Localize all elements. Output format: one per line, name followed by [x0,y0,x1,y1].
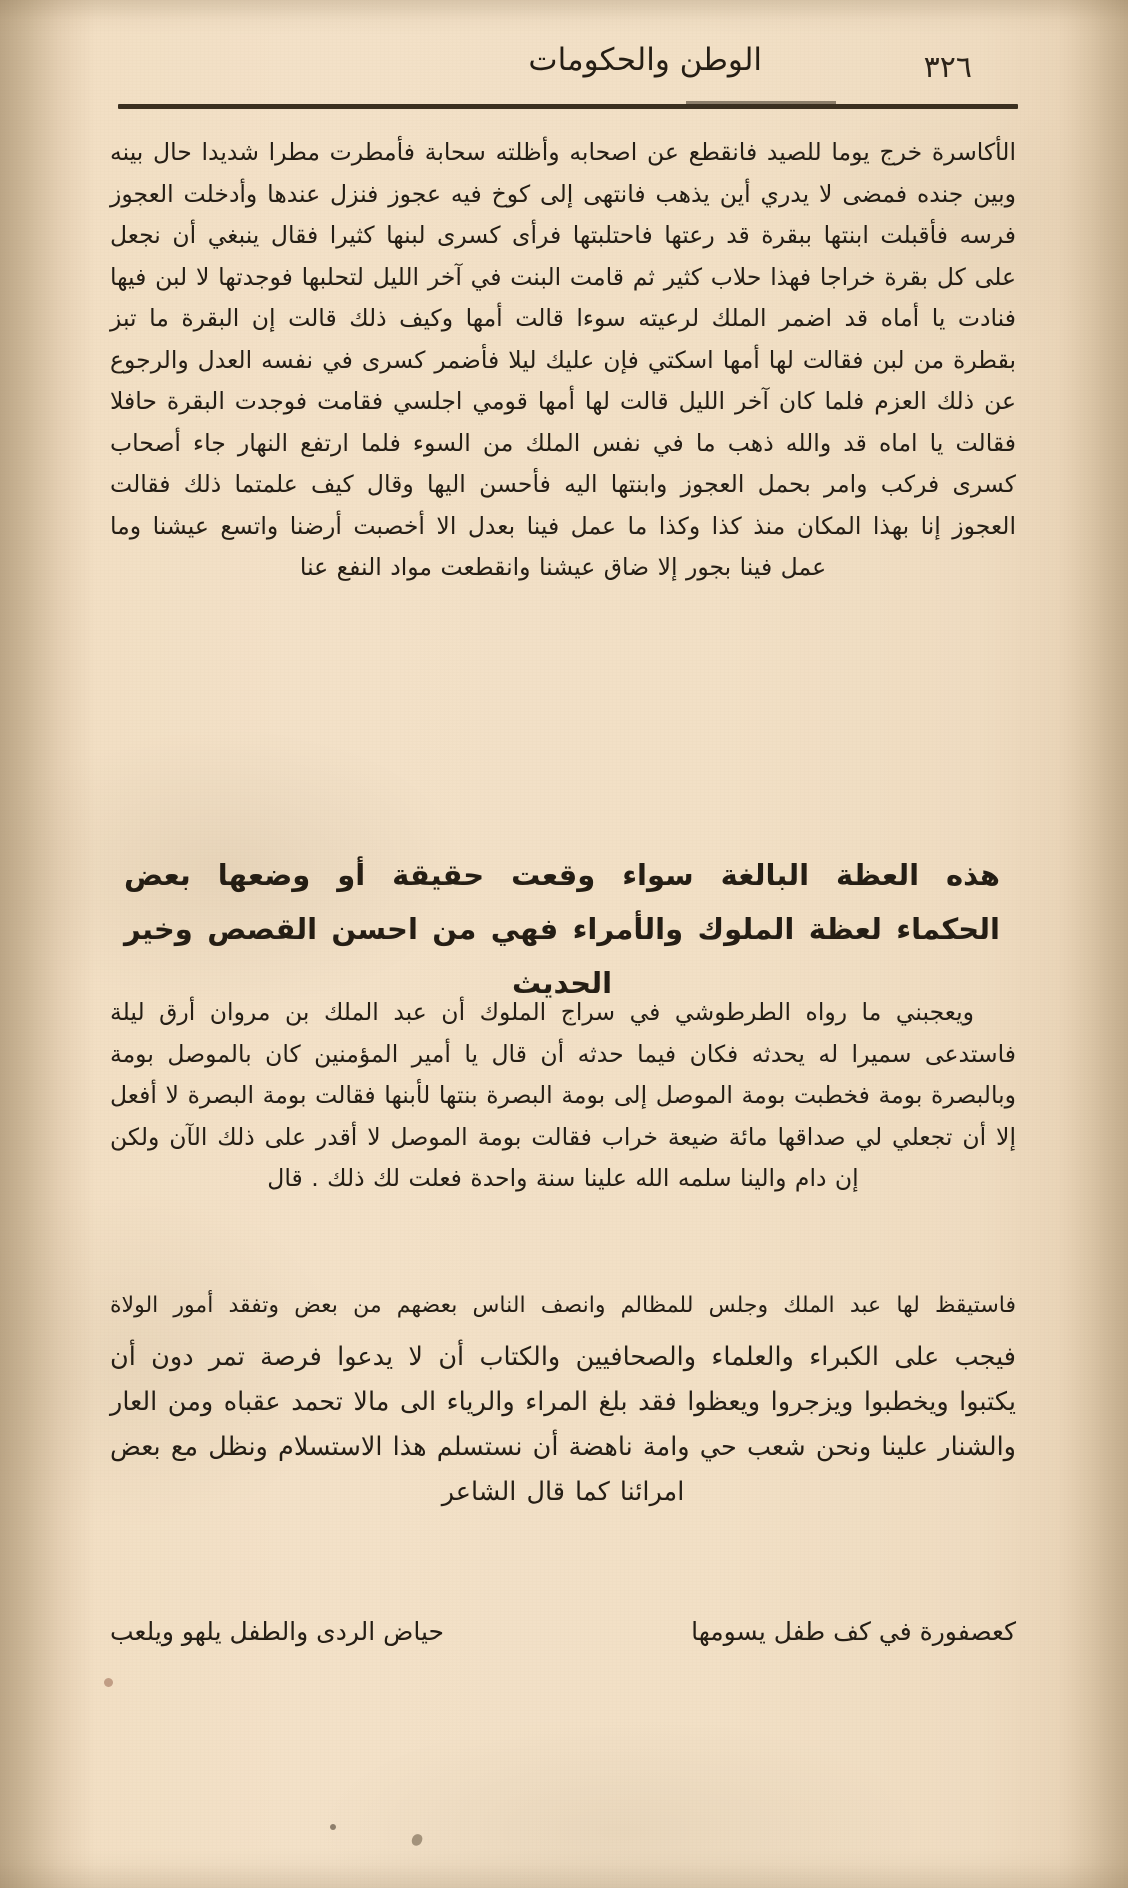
verse-hemistich-first: كعصفورة في كف طفل يسومها [691,1617,1016,1646]
paragraph-tartushi-anecdote: ويعجبني ما رواه الطرطوشي في سراج الملوك أن عبد الملك بن مروان أرق ليلة فاستدعى سميرا له يحدثه فكان فيما حدثه أن قال يا أمير المؤمنين كان بالموصل بومة وبالبصرة بومة فخطبت بومة الموصل إلى بومة البصرة بنتها لأبنها فقالت بومة البصرة لا أفعل إلا أن تجعلي لي صداقها مائة ضيعة خراب فقالت بومة الموصل لا أقدر على ذلك الآن ولكن إن دام والينا سلمه الله علينا سنة واحدة فعلت لك ذلك . قال [110,998,1016,1192]
paragraph-bold-moral: هذه العظة البالغة سواء وقعت حقيقة أو وضعها بعض الحكماء لعظة الملوك والأمراء فهي من احسن القصص وخير الحديث [124,858,1000,1000]
verse-hemistich-second: حياض الردى والطفل يلهو ويلعب [110,1617,444,1646]
poetry-verse [110,1612,1016,1652]
ink-speck [330,1824,336,1830]
page-header [112,44,1032,102]
header-rule [118,104,1018,109]
ink-dot-margin [104,1678,113,1687]
running-title: الوطن والحكومات [528,42,762,78]
paragraph-call-to-action: فيجب على الكبراء والعلماء والصحافيين والكتاب أن لا يدعوا فرصة تمر دون أن يكتبوا ويخطبوا ويزجروا ويعظوا فقد بلغ المراء والرياء الى مالا تحمد عقباه ومن العار والشنار علينا ونحن شعب حي وامة ناهضة أن نستسلم هذا الاستسلام ونظل مع بعض امرائنا كما قال الشاعر [110,1342,1016,1507]
page-number: ٣٢٦ [923,50,972,85]
paragraph-story: الأكاسرة خرج يوما للصيد فانقطع عن اصحابه وأظلته سحابة فأمطرت مطرا شديدا حال بينه وبين جنده فمضى لا يدري أين يذهب فانتهى إلى كوخ فيه عجوز فنزل عندها وأدخلت العجوز فرسه فأقبلت ابنتها ببقرة قد رعتها فاحتلبتها فرأى كسرى لبنها كثيرا فقال ينبغي أن نجعل على كل بقرة خراجا فهذا حلاب كثير ثم قامت البنت في آخر الليل لتحلبها فوجدتها لا لبن فيها فنادت يا أماه قد اضمر الملك لرعيته سوءا قالت أمها وكيف ذلك قالت إن البقرة ما تبز بقطرة من لبن فقالت لها أمها اسكتي فإن عليك ليلا فأضمر كسرى في نفسه العدل والرجوع عن ذلك العزم فلما كان آخر الليل قالت لها أمها قومي اجلسي فقامت فوجدت البقرة حافلا فقالت يا اماه قد والله ذهب ما في نفس الملك من السوء فلما ارتفع النهار جاء أصحاب كسرى فركب وامر بحمل العجوز وابنتها اليه فأحسن اليها وقال كيف علمتما ذلك فقالت العجوز إنا بهذا المكان منذ كذا وكذا ما عمل فينا بعدل الا أخصبت أرضنا واتسع عيشنا وما عمل فينا بجور إلا ضاق عيشنا وانقطعت مواد النفع عنا [110,138,1016,581]
paragraph-dense-line: فاستيقظ لها عبد الملك وجلس للمظالم وانصف الناس بعضهم من بعض وتفقد أمور الولاة [110,1293,1016,1318]
